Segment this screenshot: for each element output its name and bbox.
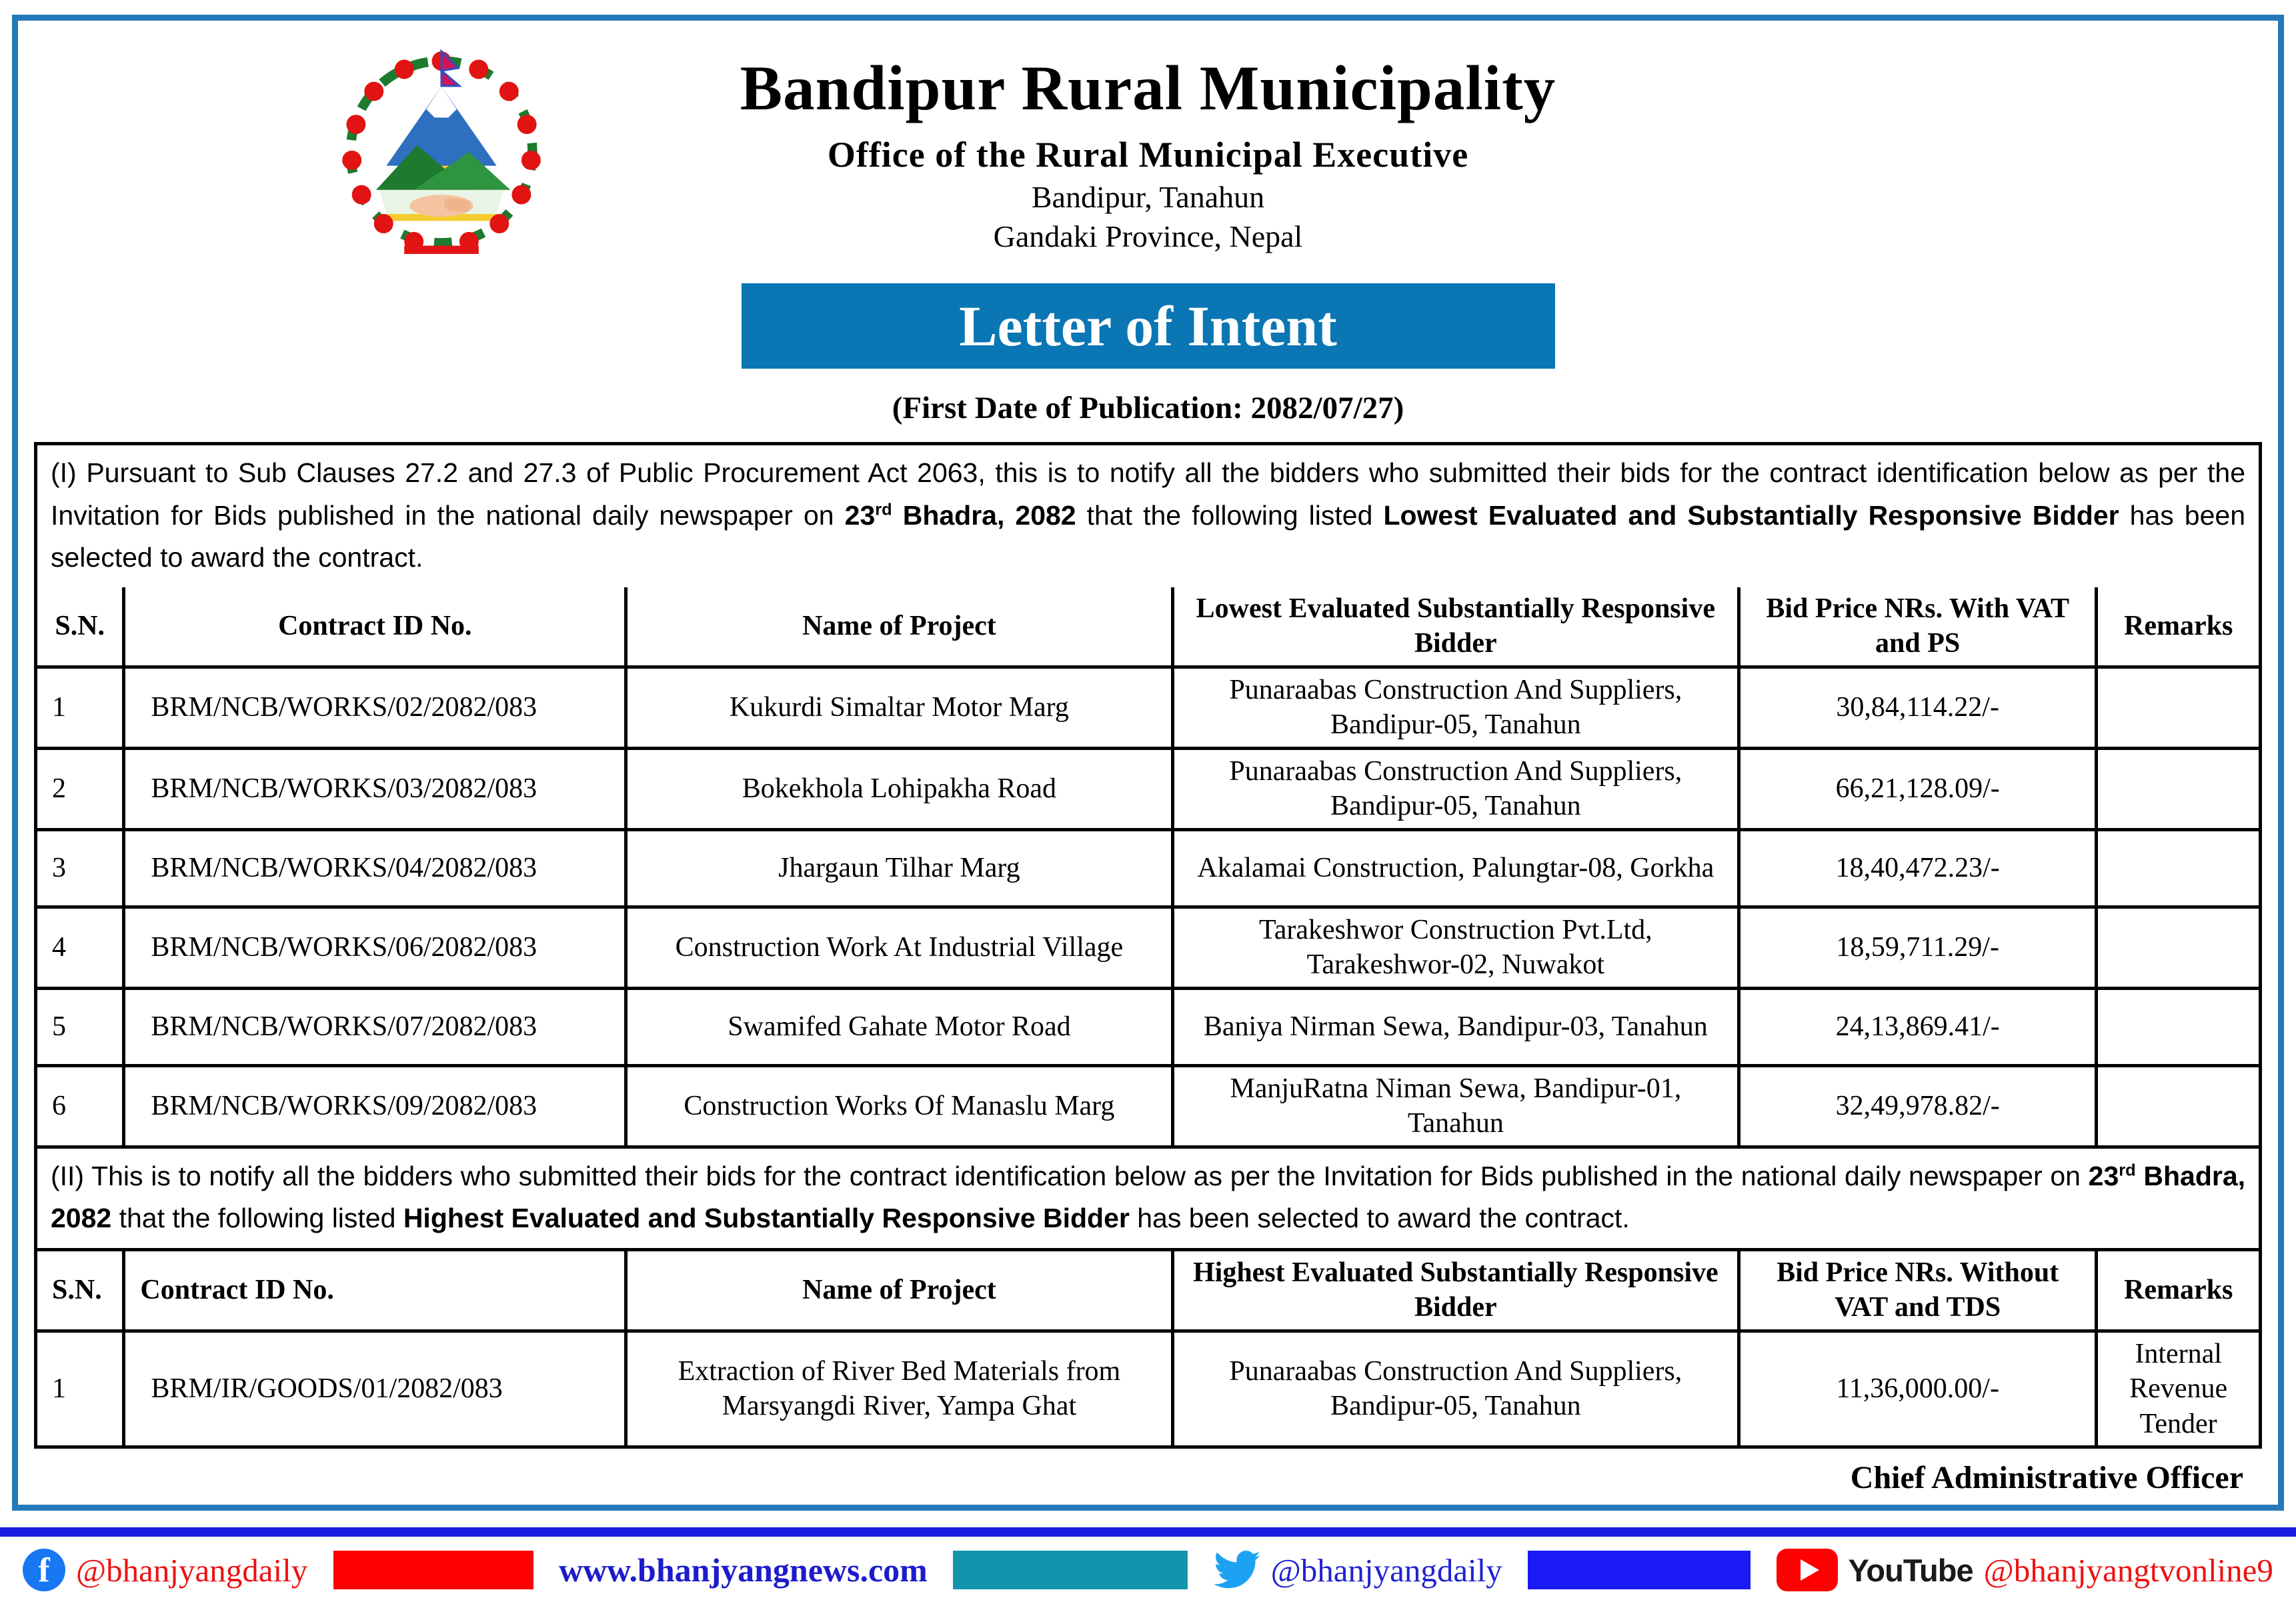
row-price: 32,49,978.82/- [1739,1065,2097,1145]
row-remarks [2097,1065,2259,1145]
footer-teal-bar [953,1551,1188,1589]
table1-header-contract-id: Contract ID No. [124,587,626,667]
row-sn: 1 [37,667,124,748]
table-row [37,988,2259,1065]
row-price: 18,40,472.23/- [1739,829,2097,907]
youtube-icon [1777,1549,1838,1591]
youtube-handle: @bhanjyangtvonline9 [1983,1551,2273,1589]
letter-of-intent-banner [742,283,1555,369]
footer-blue-bar [1528,1551,1751,1589]
twitter-icon [1214,1551,1260,1589]
row-remarks [2097,907,2259,988]
twitter-group [1214,1551,1502,1589]
table-row [37,748,2259,829]
lowest-bidder-table [37,587,2259,1145]
row-contract-id: BRM/NCB/WORKS/03/2082/083 [124,748,626,829]
paragraph-1 [37,445,2259,587]
nepal-flag [441,51,459,86]
para2-text: (II) This is to notify all the bidders who submitted their bids for the contract identification below as per the Invitation for Bids published in the national daily newspaper on [51,1160,2089,1191]
table1-header-bidder: Lowest Evaluated Substantially Responsive Bidder [1172,587,1739,667]
address-line2: Gandaki Province, Nepal [993,219,1303,253]
row-sn: 3 [37,829,124,907]
para2-day: 23 [2088,1160,2119,1191]
table1-header-price: Bid Price NRs. With VAT and PS [1739,587,2097,667]
address-line1: Bandipur, Tanahun [1031,180,1265,214]
table2-header-bidder: Highest Evaluated Substantially Responsive Bidder [1172,1249,1739,1331]
para2-date: Bhadra, 2082 [51,1160,2246,1234]
row-project: Kukurdi Simaltar Motor Marg [626,667,1172,748]
banner-title: Letter of Intent [959,294,1337,358]
row-remarks [2097,988,2259,1065]
table1-header-remarks: Remarks [2097,587,2259,667]
para2-text3: has been selected to award the contract. [1129,1203,1630,1234]
row-bidder: Punaraabas Construction And Suppliers, Bandipur-05, Tanahun [1172,748,1739,829]
table1-header-sn: S.N. [37,587,124,667]
row-remarks [2097,667,2259,748]
row-project: Swamifed Gahate Motor Road [626,988,1172,1065]
office-name: Office of the Rural Municipal Executive [827,135,1469,175]
row-bidder: Punaraabas Construction And Suppliers, Bandipur-05, Tanahun [1172,667,1739,748]
footer-social-bar [0,1544,2296,1596]
para1-ordinal: rd [875,499,892,519]
row-bidder: Punaraabas Construction And Suppliers, Bandipur-05, Tanahun [1172,1331,1739,1445]
row-bidder: Tarakeshwor Construction Pvt.Ltd, Tarakeshwor-02, Nuwakot [1172,907,1739,988]
row-project: Extraction of River Bed Materials from Marsyangdi River, Yampa Ghat [626,1331,1172,1445]
para1-text: (I) Pursuant to Sub Clauses 27.2 and 27.3 of Public Procurement Act 2063, this is to notify all the bidders who submitted their bids for the contract identification below as per the Invitation for Bids published in the national daily newspaper on [51,457,2245,531]
para2-ordinal: rd [2119,1160,2136,1179]
table-row [37,907,2259,988]
municipality-name: Bandipur Rural Municipality [740,53,1556,123]
row-contract-id: BRM/NCB/WORKS/07/2082/083 [124,988,626,1065]
row-price: 24,13,869.41/- [1739,988,2097,1065]
footer-separator-line [0,1527,2296,1537]
para1-text2: that the following listed [1076,499,1384,531]
row-price: 30,84,114.22/- [1739,667,2097,748]
row-sn: 4 [37,907,124,988]
row-sn: 5 [37,988,124,1065]
row-project: Bokekhola Lohipakha Road [626,748,1172,829]
row-bidder: Baniya Nirman Sewa, Bandipur-03, Tanahun [1172,988,1739,1065]
row-bidder: Akalamai Construction, Palungtar-08, Gorkha [1172,829,1739,907]
para1-date: Bhadra, 2082 [892,499,1076,531]
twitter-handle: @bhanjyangdaily [1270,1551,1502,1589]
publication-date-line: (First Date of Publication: 2082/07/27) [892,391,1404,425]
facebook-icon: f [23,1549,65,1591]
para1-bold-phrase: Lowest Evaluated and Substantially Responsive Bidder [1383,499,2119,531]
facebook-handle: @bhanjyangdaily [76,1551,308,1589]
document-header [18,21,2278,254]
notice-content-box [34,442,2262,1449]
nepal-emblem-logo [331,49,551,255]
table2-header-contract-id: Contract ID No. [124,1249,626,1331]
row-sn: 6 [37,1065,124,1145]
youtube-group [1777,1549,2273,1591]
signature-title: Chief Administrative Officer [1850,1460,2243,1496]
row-sn: 1 [37,1331,124,1445]
table2-header-remarks: Remarks [2097,1249,2259,1331]
highest-bidder-table [37,1248,2259,1446]
table1-header-row [37,587,2259,667]
row-project: Construction Work At Industrial Village [626,907,1172,988]
para2-bold-phrase: Highest Evaluated and Substantially Responsive Bidder [403,1203,1130,1234]
para1-day: 23 [844,499,876,531]
table2-header-row [37,1249,2259,1331]
row-bidder: ManjuRatna Niman Sewa, Bandipur-01, Tanahun [1172,1065,1739,1145]
row-project: Jhargaun Tilhar Marg [626,829,1172,907]
para2-text2: that the following listed [111,1203,403,1234]
table-row [37,1331,2259,1445]
table1-header-project: Name of Project [626,587,1172,667]
footer-red-bar [333,1551,533,1589]
para1-text3: has been selected to award the contract. [51,499,2245,573]
row-sn: 2 [37,748,124,829]
table-row [37,829,2259,907]
row-price: 66,21,128.09/- [1739,748,2097,829]
document-frame [12,15,2284,1511]
row-remarks [2097,748,2259,829]
row-project: Construction Works Of Manaslu Marg [626,1065,1172,1145]
row-contract-id: BRM/NCB/WORKS/09/2082/083 [124,1065,626,1145]
website-url: www.bhanjyangnews.com [558,1551,928,1589]
table-row [37,1065,2259,1145]
table2-header-price: Bid Price NRs. Without VAT and TDS [1739,1249,2097,1331]
table2-header-sn: S.N. [37,1249,124,1331]
paragraph-2 [37,1145,2259,1248]
row-contract-id: BRM/NCB/WORKS/02/2082/083 [124,667,626,748]
row-remarks: Internal Revenue Tender [2097,1331,2259,1445]
table2-header-project: Name of Project [626,1249,1172,1331]
row-contract-id: BRM/NCB/WORKS/04/2082/083 [124,829,626,907]
row-contract-id: BRM/IR/GOODS/01/2082/083 [124,1331,626,1445]
facebook-group [23,1549,307,1591]
row-contract-id: BRM/NCB/WORKS/06/2082/083 [124,907,626,988]
table-row [37,667,2259,748]
row-price: 11,36,000.00/- [1739,1331,2097,1445]
row-remarks [2097,829,2259,907]
row-price: 18,59,711.29/- [1739,907,2097,988]
youtube-label: YouTube [1848,1552,1973,1588]
